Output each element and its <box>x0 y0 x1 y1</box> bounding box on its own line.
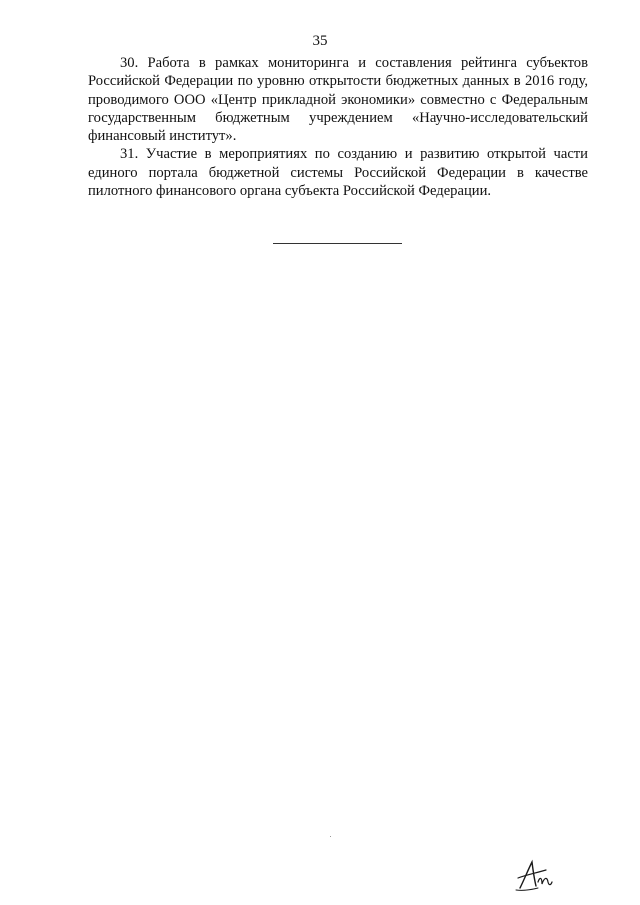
handwritten-initials-icon <box>514 858 554 894</box>
section-divider <box>273 243 402 244</box>
paragraph-31: 31. Участие в мероприятиях по созданию и развитию открытой части единого портала бюджетной системы Российской Федерации в качестве пилотного финансового органа субъекта Российской Федерации. <box>88 146 588 200</box>
scan-speck <box>330 836 331 837</box>
page-number: 35 <box>312 33 328 49</box>
document-body <box>88 54 588 200</box>
paragraph-30: 30. Работа в рамках мониторинга и составления рейтинга субъектов Российской Федерации по уровню открытости бюджетных данных в 2016 году, проводимого ООО «Центр прикладной экономики» совместно с Федеральным государственным бюджетным учреждением «Научно-исследовательский финансовый институт». <box>88 55 588 145</box>
